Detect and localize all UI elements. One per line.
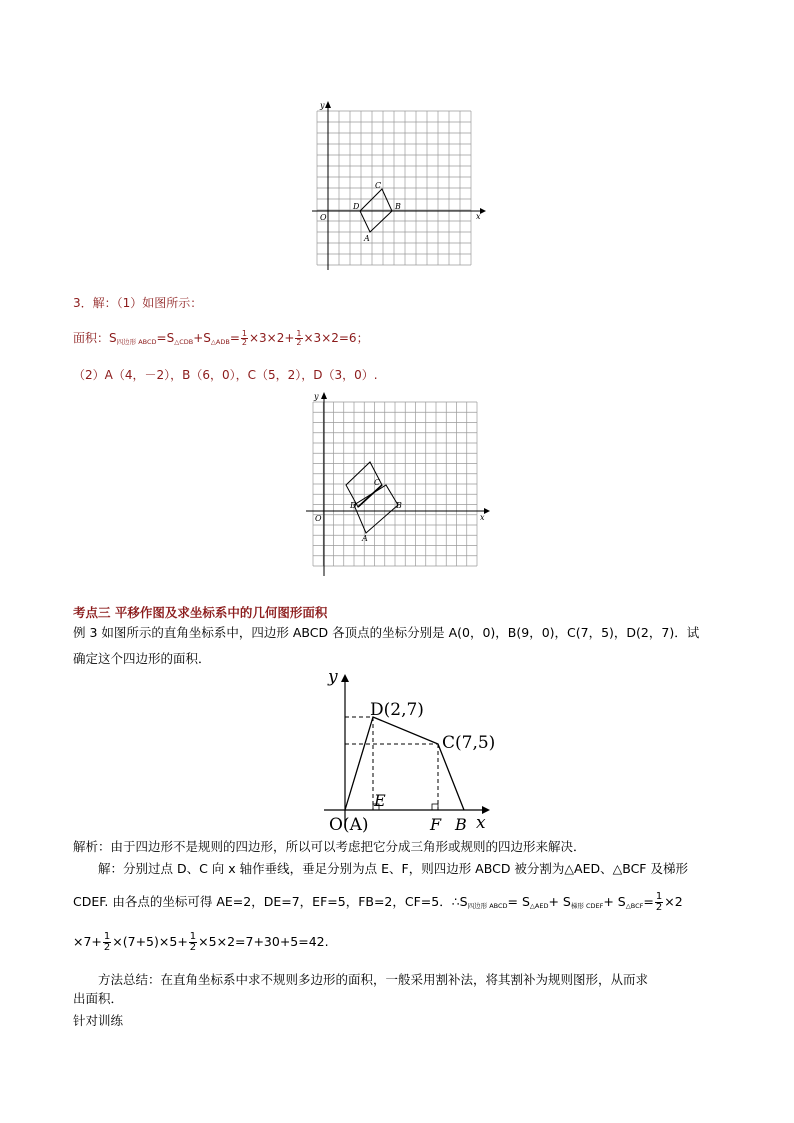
point-d-label: D <box>350 501 357 510</box>
line3-sub-aed: △AED <box>529 902 549 910</box>
line3-text-f: ×2 <box>664 894 683 909</box>
fraction-half-5: $\frac{1}{2}$ <box>189 931 197 953</box>
origin-label: O <box>315 514 322 523</box>
area-formula <box>73 330 369 350</box>
point-b-label: B <box>395 202 401 211</box>
line3-sub-trapezoid: 梯形 CDEF <box>570 902 604 910</box>
area-mid: ×3×2+ <box>248 331 295 345</box>
point-a-label: A <box>362 534 368 543</box>
grid-figure-2 <box>304 388 490 578</box>
summary-line2: 出面积． <box>73 991 124 1006</box>
coordinate-figure <box>320 664 495 834</box>
y-axis-label: y <box>314 392 319 401</box>
line3-text-b: = S <box>507 894 530 909</box>
line3-text-d: + S <box>603 894 626 909</box>
y-axis-arrow <box>321 392 327 399</box>
point-c-label: C <box>375 181 382 190</box>
point-c-label: C(7,5) <box>442 733 495 753</box>
point-f-label: F <box>430 815 442 834</box>
point-d-label: D(2,7) <box>370 700 424 720</box>
line3-sub-bcf: △BCF <box>625 902 644 910</box>
segment-dc <box>358 485 382 507</box>
y-axis-arrow <box>341 674 349 682</box>
point-c-label: C <box>374 478 381 487</box>
y-axis-label: y <box>320 101 325 110</box>
x-axis-label: x <box>480 513 485 522</box>
line3-text-a: CDEF. 由各点的坐标可得 AE=2，DE=7，EF=5，FB=2，CF=5．∴S <box>73 894 468 909</box>
quadrilateral-abcd <box>345 717 464 810</box>
area-prefix: 面积：S <box>73 331 117 345</box>
y-axis-arrow <box>325 101 331 108</box>
fraction-half-2: $\frac{1}{2}$ <box>296 329 302 347</box>
x-axis-label: x <box>476 212 481 221</box>
x-axis-label: x <box>476 813 486 833</box>
analysis-line4 <box>73 932 329 953</box>
y-axis-label: y <box>328 667 338 687</box>
solution-3-part2: （2）A（4，－2），B（6，0），C（5，2），D（3，0）. <box>73 368 378 382</box>
area-eq2: = <box>229 331 240 345</box>
example-3-line2: 确定这个四边形的面积． <box>73 651 211 666</box>
section-title: 考点三 平移作图及求坐标系中的几何图形面积 <box>73 605 328 620</box>
grid-lines <box>313 402 477 566</box>
summary-line1: 方法总结：在直角坐标系中求不规则多边形的面积，一般采用割补法，将其割补为规则图形，从而求 <box>98 972 649 987</box>
line4-text-c: ×5×2=7+30+5=42. <box>198 934 329 949</box>
line4-text-b: ×(7+5)×5+ <box>112 934 188 949</box>
area-tail: ×3×2=6； <box>303 331 369 345</box>
point-b-label: B <box>455 815 467 834</box>
area-sub-quadrilateral: 四边形 ABCD <box>116 338 157 346</box>
analysis-line1: 解析：由于四边形不是规则的四边形，所以可以考虑把它分成三角形或规则的四边形来解决． <box>73 839 586 854</box>
solution-3-heading: 3．解：（1）如图所示： <box>73 296 203 310</box>
line3-text-c: + S <box>548 894 571 909</box>
area-sub-adb: △ADB <box>210 338 230 346</box>
point-d-label: D <box>353 202 360 211</box>
point-a-label: A <box>364 234 370 243</box>
point-b-label: B <box>396 501 402 510</box>
example-3-line1: 例 3 如图所示的直角坐标系中，四边形 ABCD 各顶点的坐标分别是 A(0，0)，B(9，0)，C(7，5)，D(2，7)．试 <box>73 625 700 640</box>
quadrilateral-abcd <box>354 485 398 533</box>
practice-heading: 针对训练 <box>73 1013 124 1028</box>
area-eq: =S <box>156 331 175 345</box>
fraction-half-3: $\frac{1}{2}$ <box>655 891 663 913</box>
fraction-half-4: $\frac{1}{2}$ <box>103 931 111 953</box>
grid-lines <box>317 111 471 265</box>
analysis-line3 <box>73 892 683 915</box>
origin-label: O(A) <box>329 815 369 834</box>
line3-sub-quadrilateral: 四边形 ABCD <box>467 902 508 910</box>
grid-figure-1 <box>308 100 486 275</box>
analysis-line2: 解：分别过点 D、C 向 x 轴作垂线，垂足分别为点 E、F，则四边形 ABCD 被分割为△AED、△BCF 及梯形 <box>98 861 688 876</box>
line3-text-e: = <box>643 894 654 909</box>
fraction-half-1: $\frac{1}{2}$ <box>241 329 247 347</box>
x-axis-arrow <box>484 508 490 514</box>
line4-text-a: ×7+ <box>73 934 102 949</box>
right-angle-f <box>432 804 438 810</box>
point-e-label: E <box>374 791 386 810</box>
area-sub-cdb: △CDB <box>174 338 194 346</box>
area-plus: +S <box>193 331 211 345</box>
origin-label: O <box>320 213 327 222</box>
x-axis-arrow <box>480 208 486 214</box>
